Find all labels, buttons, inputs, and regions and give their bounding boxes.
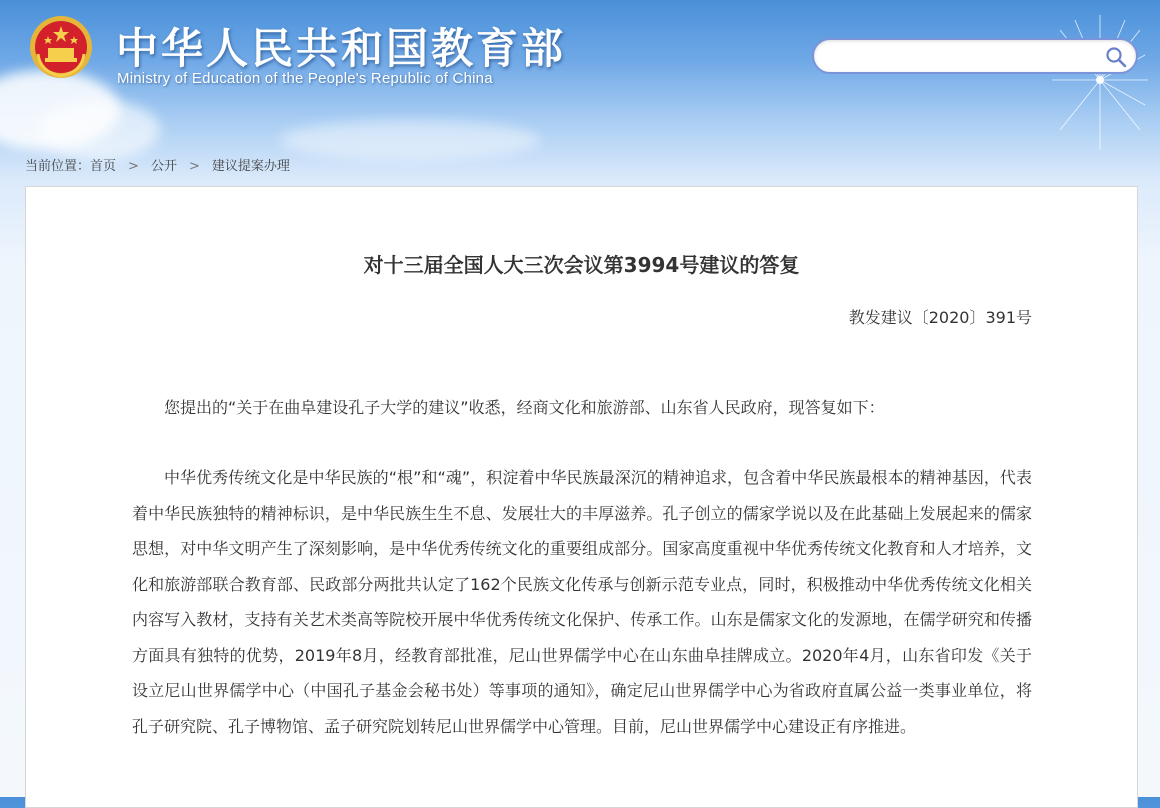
breadcrumb-separator: > [128,159,139,174]
cloud-decoration [280,120,540,160]
breadcrumb-prefix: 当前位置： [25,159,91,174]
cloud-decoration [40,100,160,160]
document-number: 教发建议〔2020〕391号 [848,308,1032,327]
national-emblem-icon [28,14,94,80]
search-input[interactable] [828,45,1102,69]
paragraph-intro: 您提出的“关于在曲阜建设孔子大学的建议”收悉，经商文化和旅游部、山东省人民政府，现答复如下： [164,398,885,417]
site-subtitle: Ministry of Education of the People's Republic of China [117,70,493,87]
breadcrumb-home[interactable]: 首页 [90,159,117,174]
search-box [812,38,1138,74]
search-icon[interactable] [1104,45,1128,69]
paragraph-body: 中华优秀传统文化是中华民族的“根”和“魂”，积淀着中华民族最深沉的精神追求，包含着中华民族最根本的精神基因，代表着中华民族独特的精神标识，是中华民族生生不息、发展壮大的丰厚滋养。孔子创立的儒家学说以及在此基础上发展起来的儒家思想，对中华文明产生了深刻影响，是中华优秀传统文化的重要组成部分。国家高度重视中华优秀传统文化教育和人才培养，文化和旅游部联合教育部、民政部分两批共认定了162个民族文化传承与创新示范专业点，同时，积极推动中华优秀传统文化相关内容写入教材，支持有关艺术类高等院校开展中华优秀传统文化保护、传承工作。山东是儒家文化的发源地，在儒学研究和传播方面具有独特的优势，2019年8月，经教育部批准，尼山世界儒学中心在山东曲阜挂牌成立。2020年4月，山东省印发《关于设立尼山世界儒学中心（中国孔子基金会秘书处）等事项的通知》，确定尼山世界儒学中心为省政府直属公益一类事业单位，将孔子研究院、孔子博物馆、孟子研究院划转尼山世界儒学中心管理。目前，尼山世界儒学中心建设正有序推进。 [132,468,1032,736]
dandelion-icon [1000,10,1150,160]
breadcrumb [25,155,290,174]
breadcrumb-separator: > [188,159,200,174]
site-title: 中华人民共和国教育部 [116,24,567,73]
article-panel [25,186,1138,808]
page-title: 对十三届全国人大三次会议第3994号建议的答复 [363,253,800,277]
breadcrumb-public[interactable]: 公开 [150,159,177,174]
breadcrumb-proposals[interactable]: 建议提案办理 [211,159,290,174]
